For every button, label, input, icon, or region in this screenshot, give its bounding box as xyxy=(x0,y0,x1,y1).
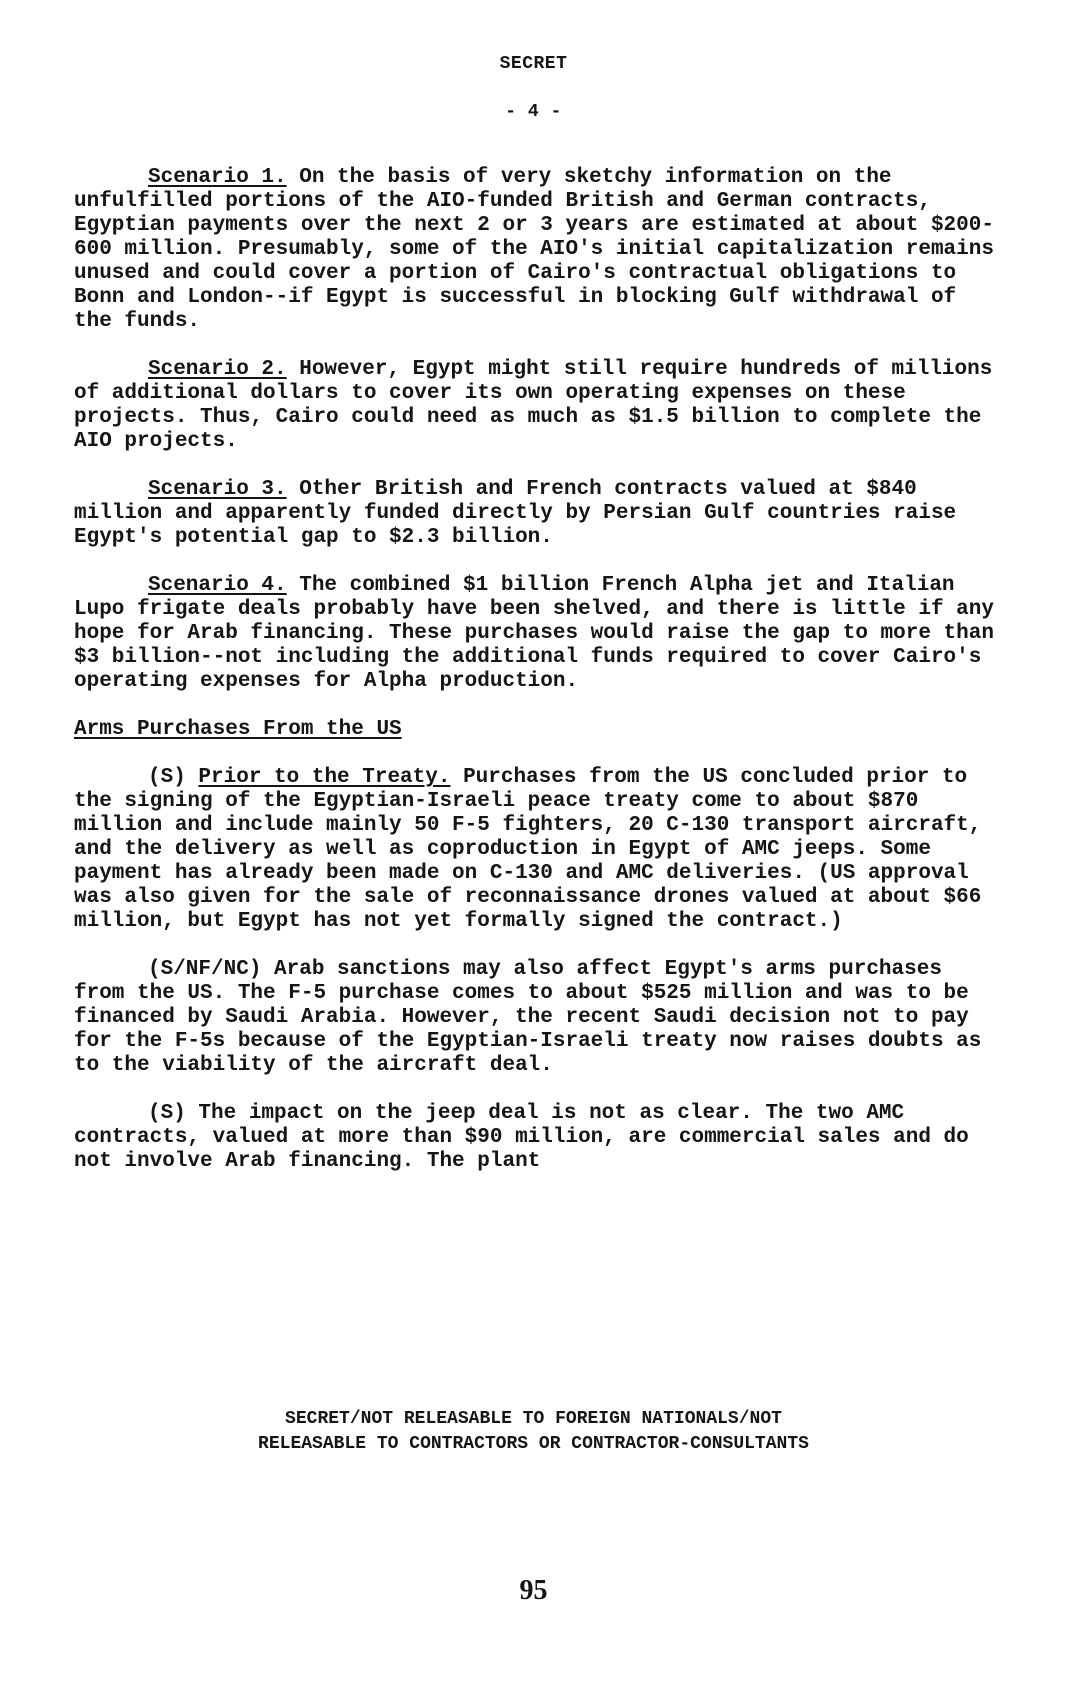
scenario-1-paragraph xyxy=(74,166,994,334)
scenario-3-paragraph xyxy=(74,478,994,550)
classification-footer xyxy=(0,1407,1067,1457)
classification-header: SECRET xyxy=(499,54,568,74)
classification-footer-line-1: SECRET/NOT RELEASABLE TO FOREIGN NATIONALS/NOT xyxy=(285,1409,782,1429)
section-heading-text: Arms Purchases From the US xyxy=(74,718,402,741)
sanctions-paragraph: (S/NF/NC) Arab sanctions may also affect Egypt's arms purchases from the US. The F-5 purchase comes to about $525 million and was to be financed by Saudi Arabia. However, the recent Saudi decision not to pay for the F-5s because of the Egyptian-Israeli treaty now raises doubts as to the viability of the aircraft deal. xyxy=(74,958,982,1077)
scenario-1-label: Scenario 1. xyxy=(148,166,287,189)
document-body xyxy=(74,166,994,1198)
treaty-paragraph xyxy=(74,766,994,934)
scenario-2-paragraph xyxy=(74,358,994,454)
scenario-4-text: The combined $1 billion French Alpha jet and Italian Lupo frigate deals probably have been shelved, and there is little if any hope for Arab financing. These purchases would raise the gap to more than $3 billion--not including the additional funds required to cover Cairo's operating expenses for Alpha production. xyxy=(74,574,994,693)
section-heading xyxy=(74,718,994,742)
scenario-4-paragraph xyxy=(74,574,994,694)
scenario-2-label: Scenario 2. xyxy=(148,358,287,381)
jeep-paragraph: (S) The impact on the jeep deal is not as clear. The two AMC contracts, valued at more than $90 million, are commercial sales and do not involve Arab financing. The plant xyxy=(74,1102,969,1173)
scenario-3-text: Other British and French contracts valued at $840 million and apparently funded directly by Persian Gulf countries raise Egypt's potential gap to $2.3 billion. xyxy=(74,478,957,549)
page-marker: - 4 - xyxy=(505,102,562,122)
treaty-classification-prefix: (S) xyxy=(148,766,199,789)
scenario-4-label: Scenario 4. xyxy=(148,574,287,597)
classification-footer-line-2: RELEASABLE TO CONTRACTORS OR CONTRACTOR-CONSULTANTS xyxy=(258,1434,809,1454)
scenario-3-label: Scenario 3. xyxy=(148,478,287,501)
scenario-1-text: On the basis of very sketchy information on the unfulfilled portions of the AIO-funded British and German contracts, Egyptian payments over the next 2 or 3 years are estimated at about $200-600 million. Presumably, some of the AIO's initial capitalization remains unused and could cover a portion of Cairo's contractual obligations to Bonn and London--if Egypt is successful in blocking Gulf withdrawal of the funds. xyxy=(74,166,994,333)
scenario-2-text: However, Egypt might still require hundreds of millions of additional dollars to cover its own operating expenses on these projects. Thus, Cairo could need as much as $1.5 billion to complete the AIO projects. xyxy=(74,358,993,453)
page-number: 95 xyxy=(519,1575,548,1606)
treaty-label: Prior to the Treaty. xyxy=(198,766,451,789)
treaty-text: Purchases from the US concluded prior to the signing of the Egyptian-Israeli peace treaty come to about $870 million and include mainly 50 F-5 fighters, 20 C-130 transport aircraft, and the delivery as well as coproduction in Egypt of AMC jeeps. Some payment has already been made on C-130 and AMC deliveries. (US approval was also given for the sale of reconnaissance drones valued at about $66 million, but Egypt has not yet formally signed the contract.) xyxy=(74,766,982,933)
